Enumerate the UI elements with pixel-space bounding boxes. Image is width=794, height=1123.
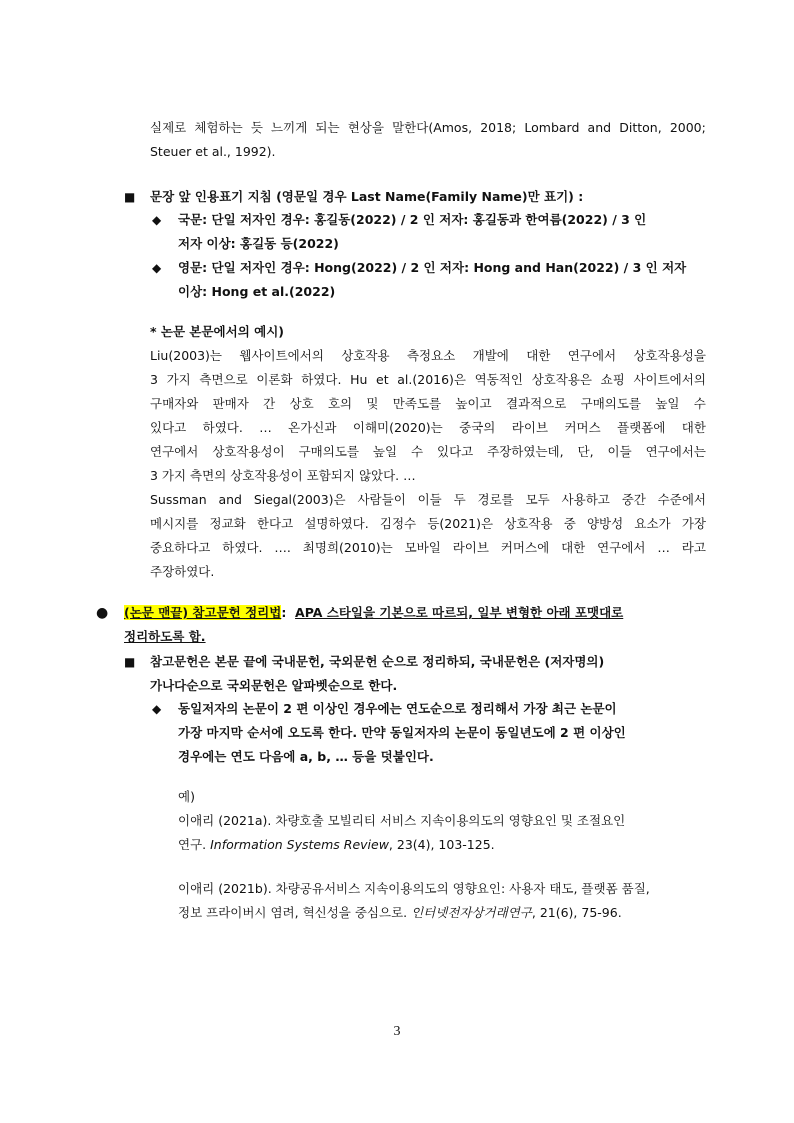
word: 라이브 bbox=[511, 420, 549, 435]
example-line bbox=[150, 443, 706, 461]
word: Siegal(2003)은 bbox=[253, 492, 346, 507]
word: 3 bbox=[150, 372, 158, 387]
example-line bbox=[150, 419, 706, 437]
word: 가장 bbox=[681, 516, 706, 531]
diamond-bullet-icon: ◆ bbox=[152, 261, 162, 275]
reference-2-prefix: 정보 프라이버시 염려, 혁신성을 중심으로. bbox=[178, 905, 408, 920]
reference-order-rule-line-1: 참고문헌은 본문 끝에 국내문헌, 국외문헌 순으로 정리하되, 국내문헌은 (저자명의) bbox=[150, 654, 605, 669]
word: 메시지를 bbox=[150, 516, 199, 531]
word: 대한 bbox=[561, 540, 586, 555]
example-line bbox=[150, 371, 706, 389]
word: … bbox=[259, 420, 272, 435]
word: 사람들이 bbox=[357, 492, 406, 507]
intro-text-2: Steuer et al., 1992). bbox=[150, 144, 276, 159]
korean-citation-rule-line-2: 저자 이상: 홍길동 등(2022) bbox=[178, 236, 339, 251]
word: 상호작용성을 bbox=[633, 348, 706, 363]
word: 한다고 bbox=[256, 516, 294, 531]
intro-line-2 bbox=[150, 143, 276, 161]
reference-1-line-2 bbox=[178, 836, 495, 854]
word: et bbox=[376, 372, 389, 387]
english-citation-rule-line-2: 이상: Hong et al.(2022) bbox=[178, 284, 336, 299]
example-line bbox=[150, 515, 706, 533]
word: 양방성 bbox=[586, 516, 624, 531]
reference-2-suffix: , 21(6), 75-96. bbox=[531, 905, 622, 920]
word: 간 bbox=[263, 396, 276, 411]
word: 단, bbox=[577, 444, 594, 459]
word: 김정수 bbox=[379, 516, 417, 531]
word: 이해미(2020)는 bbox=[352, 420, 443, 435]
word: 수준에서 bbox=[657, 492, 706, 507]
word: 두 bbox=[453, 492, 466, 507]
word: 역동적인 bbox=[474, 372, 523, 387]
word: 듯 bbox=[250, 120, 263, 135]
word: 모바일 bbox=[404, 540, 441, 555]
word: 연구에서 bbox=[150, 444, 199, 459]
word: 느끼게 bbox=[271, 120, 308, 135]
word: … bbox=[657, 540, 670, 555]
reference-2-line-1: 이애리 (2021b). 차량공유서비스 지속이용의도의 영향요인: 사용자 태도, 플랫폼 품질, bbox=[178, 881, 650, 896]
word: 중간 bbox=[621, 492, 646, 507]
references-heading bbox=[124, 604, 623, 622]
reference-2-line-2 bbox=[178, 904, 622, 922]
word: 설명하였다. bbox=[304, 516, 369, 531]
word: 사용하고 bbox=[561, 492, 610, 507]
page-number: 3 bbox=[393, 1024, 401, 1039]
word: 이들 bbox=[607, 444, 632, 459]
example-heading: * 논문 본문에서의 예시) bbox=[150, 324, 284, 339]
references-heading-rest: APA 스타일을 기본으로 따르되, 일부 변형한 아래 포맷대로 bbox=[295, 605, 624, 620]
word: 2000; bbox=[669, 120, 706, 135]
word: 경로를 bbox=[477, 492, 514, 507]
word: 측면으로 bbox=[199, 372, 248, 387]
word: 높일 bbox=[372, 444, 398, 459]
word: 커머스에 bbox=[500, 540, 550, 555]
word: 연구에서 bbox=[597, 540, 646, 555]
word: 구매의도를 bbox=[580, 396, 642, 411]
word: and bbox=[587, 120, 612, 135]
word: 개발에 bbox=[472, 348, 509, 363]
word: 하였다. bbox=[301, 372, 342, 387]
word: 커머스 bbox=[564, 420, 601, 435]
word: 만족도를 bbox=[392, 396, 442, 411]
example-line: 주장하였다. bbox=[150, 564, 215, 579]
word: 및 bbox=[366, 396, 379, 411]
word: 구매의도를 bbox=[298, 444, 359, 459]
word: al.(2016)은 bbox=[397, 372, 467, 387]
same-author-rule-line-1: 동일저자의 논문이 2 편 이상인 경우에는 연도순으로 정리해서 가장 최근 논문이 bbox=[178, 701, 617, 716]
example-line: 3 가지 측면의 상호작용성이 포함되지 않았다. … bbox=[150, 468, 416, 483]
references-highlight: (논문 맨끝) 참고문헌 정리법 bbox=[124, 605, 282, 620]
word: 연구에서 bbox=[567, 348, 617, 363]
word: 실제로 bbox=[150, 120, 187, 135]
round-bullet-icon: ● bbox=[96, 605, 109, 621]
example-line bbox=[150, 395, 706, 413]
word: and bbox=[218, 492, 242, 507]
word: 요소가 bbox=[634, 516, 671, 531]
word: 하였다. bbox=[202, 420, 243, 435]
citation-guide-heading: 문장 앞 인용표기 지침 (영문일 경우 Last Name(Family Name)만 표기) : bbox=[150, 189, 584, 204]
word: 측정요소 bbox=[406, 348, 456, 363]
word: 결과적으로 bbox=[505, 396, 567, 411]
word: 있다고 bbox=[437, 444, 474, 459]
word: 수 bbox=[693, 396, 706, 411]
reference-1-prefix: 연구. bbox=[178, 837, 207, 852]
word: 연구에서는 bbox=[645, 444, 706, 459]
intro-line-1 bbox=[150, 119, 706, 137]
word: Lombard bbox=[524, 120, 580, 135]
word: 상호작용 bbox=[341, 348, 390, 363]
word: 중요하다고 bbox=[150, 540, 211, 555]
word: 수 bbox=[411, 444, 424, 459]
word: 되는 bbox=[315, 120, 340, 135]
word: 사이트에서의 bbox=[633, 372, 706, 387]
word: 상호 bbox=[289, 396, 314, 411]
same-author-rule-line-3: 경우에는 연도 다음에 a, b, … 등을 덧붙인다. bbox=[178, 749, 434, 764]
example-line bbox=[150, 491, 706, 509]
word: 이론화 bbox=[256, 372, 293, 387]
references-heading-line-2: 정리하도록 함. bbox=[124, 629, 206, 644]
word: 쇼핑 bbox=[600, 372, 625, 387]
word: 높일 bbox=[655, 396, 680, 411]
english-citation-rule-line-1: 영문: 단일 저자인 경우: Hong(2022) / 2 인 저자: Hong and Han(2022) / 3 인 저자 bbox=[178, 260, 687, 275]
word: 상호작용은 bbox=[531, 372, 592, 387]
word: Liu(2003)는 bbox=[150, 348, 222, 363]
word: 플랫폼에 bbox=[617, 420, 666, 435]
word: 라이브 bbox=[452, 540, 489, 555]
reference-1-journal: Information Systems Review bbox=[210, 837, 389, 852]
korean-citation-rule-line-1: 국문: 단일 저자인 경우: 홍길동(2022) / 2 인 저자: 홍길동과 한여름(2022) / 3 인 bbox=[178, 212, 647, 227]
example-line bbox=[150, 539, 706, 557]
diamond-bullet-icon: ◆ bbox=[152, 702, 162, 716]
word: 체험하는 bbox=[194, 120, 243, 135]
word: 온가신과 bbox=[288, 420, 337, 435]
reference-1-line-1: 이애리 (2021a). 차량호출 모빌리티 서비스 지속이용의도의 영향요인 및 조절요인 bbox=[178, 813, 626, 828]
word: 라고 bbox=[681, 540, 706, 555]
word: 주장하였는데, bbox=[487, 444, 564, 459]
word: 구매자와 bbox=[150, 396, 199, 411]
word: 현상을 bbox=[347, 120, 384, 135]
word: 중국의 bbox=[459, 420, 496, 435]
word: Hu bbox=[350, 372, 368, 387]
word: 상호작용 bbox=[504, 516, 553, 531]
word: …. bbox=[274, 540, 291, 555]
word: 높이고 bbox=[455, 396, 492, 411]
word: 말한다(Amos, bbox=[392, 120, 473, 135]
word: 모두 bbox=[525, 492, 550, 507]
word: 웹사이트에서의 bbox=[239, 348, 324, 363]
word: Sussman bbox=[150, 492, 207, 507]
word: 최명희(2010)는 bbox=[302, 540, 393, 555]
word: 있다고 bbox=[150, 420, 187, 435]
square-bullet-icon: ■ bbox=[124, 190, 136, 204]
diamond-bullet-icon: ◆ bbox=[152, 213, 162, 227]
reference-order-rule-line-2: 가나다순으로 국외문헌은 알파벳순으로 한다. bbox=[150, 678, 398, 693]
word: 중 bbox=[563, 516, 576, 531]
word: 가지 bbox=[166, 372, 191, 387]
word: 등(2021)은 bbox=[427, 516, 494, 531]
word: 2018; bbox=[480, 120, 517, 135]
word: 호의 bbox=[327, 396, 353, 411]
reference-1-suffix: , 23(4), 103-125. bbox=[388, 837, 495, 852]
references-colon: : bbox=[281, 605, 287, 620]
example-label: 예) bbox=[178, 789, 195, 804]
square-bullet-icon: ■ bbox=[124, 655, 136, 669]
word: 하였다. bbox=[222, 540, 263, 555]
word: 대한 bbox=[526, 348, 551, 363]
word: 이들 bbox=[417, 492, 442, 507]
word: 판매자 bbox=[212, 396, 249, 411]
word: 상호작용성이 bbox=[212, 444, 285, 459]
word: 정교화 bbox=[209, 516, 246, 531]
word: Ditton, bbox=[619, 120, 662, 135]
reference-2-journal: 인터넷전자상거래연구 bbox=[411, 905, 532, 920]
same-author-rule-line-2: 가장 마지막 순서에 오도록 한다. 만약 동일저자의 논문이 동일년도에 2 편 이상인 bbox=[178, 725, 626, 740]
example-line bbox=[150, 347, 706, 365]
word: 대한 bbox=[681, 420, 706, 435]
